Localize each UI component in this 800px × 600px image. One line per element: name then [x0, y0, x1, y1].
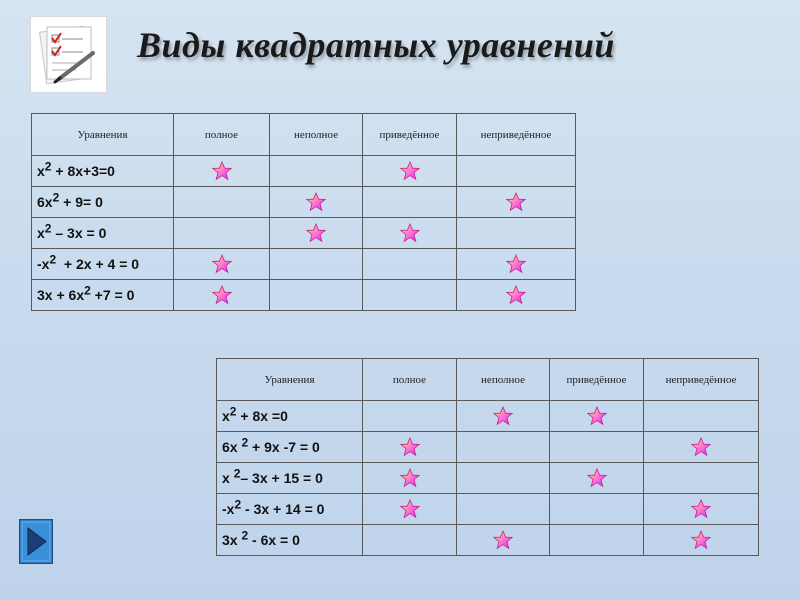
page-title: Виды квадратных уравнений: [137, 25, 615, 65]
header-incomplete: неполное: [457, 359, 550, 401]
table-row: [217, 463, 759, 494]
star-icon: [400, 161, 420, 181]
table-row: [32, 280, 576, 311]
equation-cell: [32, 187, 174, 218]
mark-incomplete: [457, 525, 550, 556]
star-icon: [493, 406, 513, 426]
equation-text: + 8x+3=0: [51, 163, 115, 179]
table-row: [217, 494, 759, 525]
mark-unreduced: [457, 280, 576, 311]
equation-cell: [217, 463, 363, 494]
header-equations: Уравнения: [217, 359, 363, 401]
equation-text: 3x: [222, 532, 242, 548]
mark-complete: [363, 401, 457, 432]
mark-unreduced: [457, 249, 576, 280]
equation-text: + 2x + 4 = 0: [56, 256, 140, 272]
table-row: [32, 156, 576, 187]
mark-unreduced: [457, 218, 576, 249]
header-complete: полное: [363, 359, 457, 401]
star-icon: [306, 223, 326, 243]
equation-text: - 6x = 0: [248, 532, 300, 548]
equation-exponent: 2: [84, 283, 91, 298]
equation-exponent: 2: [52, 190, 60, 205]
equation-text: -x: [222, 501, 235, 517]
mark-incomplete: [457, 401, 550, 432]
equation-exponent: 2: [229, 404, 237, 419]
mark-complete: [363, 432, 457, 463]
mark-complete: [174, 218, 270, 249]
mark-unreduced: [644, 463, 759, 494]
equation-text: -x: [37, 256, 50, 272]
star-icon: [691, 437, 711, 457]
mark-reduced: [550, 401, 644, 432]
equation-cell: [217, 494, 363, 525]
mark-reduced: [550, 494, 644, 525]
equation-text: x: [37, 225, 45, 241]
equation-exponent: 2: [233, 466, 241, 481]
equations-table-1: [31, 113, 576, 311]
equation-cell: [32, 280, 174, 311]
equation-text: x: [222, 408, 230, 424]
mark-incomplete: [270, 249, 363, 280]
equation-exponent: 2: [49, 252, 57, 267]
equation-text: +7 = 0: [90, 287, 135, 303]
star-icon: [691, 499, 711, 519]
checklist-icon: [31, 17, 106, 92]
mark-complete: [174, 187, 270, 218]
equation-cell: [217, 525, 363, 556]
star-icon: [306, 192, 326, 212]
mark-complete: [363, 525, 457, 556]
equations-table-2: [216, 358, 759, 556]
equation-text: 6x: [222, 439, 242, 455]
mark-incomplete: [457, 432, 550, 463]
mark-reduced: [363, 249, 457, 280]
star-icon: [400, 468, 420, 488]
equation-text: - 3x + 14 = 0: [241, 501, 325, 517]
star-icon: [493, 530, 513, 550]
equation-cell: [217, 432, 363, 463]
star-icon: [400, 223, 420, 243]
equation-cell: [32, 156, 174, 187]
equation-text: + 8x =0: [236, 408, 288, 424]
mark-reduced: [363, 187, 457, 218]
star-icon: [506, 192, 526, 212]
star-icon: [587, 406, 607, 426]
equation-text: – 3x = 0: [51, 225, 107, 241]
header-unreduced: неприведённое: [457, 114, 576, 156]
mark-complete: [363, 463, 457, 494]
header-unreduced: неприведённое: [644, 359, 759, 401]
table-header-row: [217, 359, 759, 401]
mark-incomplete: [457, 463, 550, 494]
play-arrow-icon: [19, 519, 53, 564]
equation-text: + 9= 0: [59, 194, 103, 210]
equation-text: x: [222, 470, 234, 486]
mark-reduced: [550, 463, 644, 494]
star-icon: [506, 254, 526, 274]
header-complete: полное: [174, 114, 270, 156]
mark-unreduced: [644, 494, 759, 525]
star-icon: [212, 254, 232, 274]
equation-cell: [217, 401, 363, 432]
mark-incomplete: [457, 494, 550, 525]
header-incomplete: неполное: [270, 114, 363, 156]
star-icon: [212, 285, 232, 305]
mark-reduced: [363, 156, 457, 187]
mark-unreduced: [644, 401, 759, 432]
equation-text: – 3x + 15 = 0: [240, 470, 323, 486]
table-row: [32, 218, 576, 249]
table-row: [32, 249, 576, 280]
equation-cell: [32, 249, 174, 280]
mark-reduced: [363, 280, 457, 311]
equation-text: 6x: [37, 194, 53, 210]
star-icon: [691, 530, 711, 550]
table-row: [217, 401, 759, 432]
table-row: [217, 432, 759, 463]
mark-reduced: [550, 432, 644, 463]
star-icon: [506, 285, 526, 305]
equation-cell: [32, 218, 174, 249]
equation-text: x: [37, 163, 45, 179]
mark-unreduced: [644, 432, 759, 463]
table-header-row: [32, 114, 576, 156]
mark-incomplete: [270, 280, 363, 311]
mark-reduced: [550, 525, 644, 556]
mark-unreduced: [457, 156, 576, 187]
next-slide-button[interactable]: [19, 519, 53, 564]
equation-exponent: 2: [241, 435, 249, 450]
equation-exponent: 2: [44, 159, 52, 174]
mark-incomplete: [270, 156, 363, 187]
mark-unreduced: [644, 525, 759, 556]
table-row: [32, 187, 576, 218]
header-equations: Уравнения: [32, 114, 174, 156]
mark-unreduced: [457, 187, 576, 218]
mark-reduced: [363, 218, 457, 249]
table-row: [217, 525, 759, 556]
equation-text: + 9x -7 = 0: [248, 439, 320, 455]
mark-complete: [174, 249, 270, 280]
star-icon: [400, 437, 420, 457]
star-icon: [212, 161, 232, 181]
equation-exponent: 2: [241, 528, 249, 543]
equation-exponent: 2: [44, 221, 52, 236]
mark-complete: [174, 156, 270, 187]
equation-text: 3x + 6x: [37, 287, 85, 303]
mark-complete: [363, 494, 457, 525]
header-reduced: приведённое: [550, 359, 644, 401]
star-icon: [400, 499, 420, 519]
mark-complete: [174, 280, 270, 311]
equation-exponent: 2: [234, 497, 242, 512]
mark-incomplete: [270, 187, 363, 218]
header-reduced: приведённое: [363, 114, 457, 156]
mark-incomplete: [270, 218, 363, 249]
star-icon: [587, 468, 607, 488]
